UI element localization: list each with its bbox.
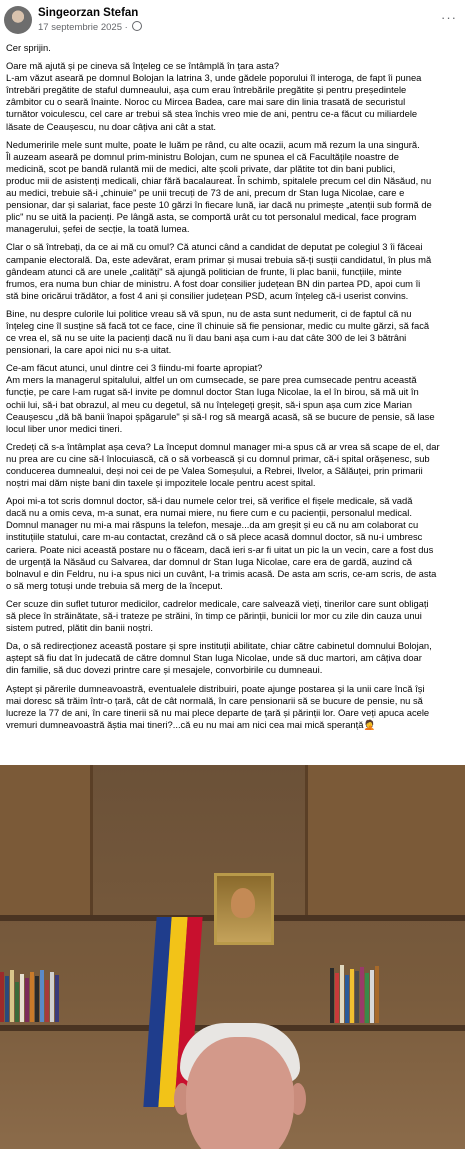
- post-line: Cer scuze din suflet tuturor medicilor, cadrelor medicale, care salvează vieți, tinerilor care sunt obligați: [6, 597, 429, 609]
- post-line: înțeleg cine îl susține să facă tot ce face, cine îl chinuie să fie pensionar, medic cu multe gărzi, să facă: [6, 319, 430, 331]
- post-line: Credeți că s-a întâmplat așa ceva? La început domnul manager mi-a spus că ar vrea să scape de el, dar: [6, 440, 440, 452]
- post-line: aștept să fiu dat în judecată de către domnul Stan Iuga Nicolae, unde să duc martori, am câțiva doar: [6, 652, 422, 664]
- post-paragraph: [6, 362, 461, 435]
- post-line: Da, o să redirecționez această postare și spre instituții abilitate, chiar către cabinetul domnului Bolojan,: [6, 640, 432, 652]
- icon-face: [231, 888, 255, 918]
- meta-separator: ·: [124, 22, 131, 33]
- post-header: [0, 0, 465, 40]
- post-line: lucreze la 77 de ani, în care tinerii să nu mai plece departe de țară și părinții lor. Oare veți apuca acele: [6, 706, 430, 718]
- post-line: gândeam atunci că are unele „calități" să ajungă politician de frunte, îi plac banii, funcțiile, minte: [6, 265, 402, 277]
- post-line: Ce-am făcut atunci, unul dintre cei 3 fiindu-mi foarte apropiat?: [6, 362, 263, 374]
- post-line: Bine, nu despre culorile lui politice vreau să vă spun, nu de asta sunt nedumerit, ci de faptul că nu: [6, 307, 412, 319]
- post-line: Am mers la managerul spitalului, altfel un om cumsecade, se pare prea cumsecade pentru această: [6, 374, 417, 386]
- post-paragraph: [6, 60, 461, 133]
- post-line: funcție, pe care l-am rugat să-l invite pe domnul doctor Stan Iuga Nicolae, la el în birou, să mă uit în: [6, 386, 419, 398]
- post-line: Ceaușescu „dă bă banii înapoi șpăgarule" și să-l rog să meargă acasă, să se bucure de pensie, să lase: [6, 410, 435, 422]
- post-line: întrebări pregătite de staful dumneaului, așa cum erau întrebările pregătite și pentru președintele: [6, 84, 407, 96]
- post-line: instituțiile statului, care m-au contactat, crezând că o să plece acasă domnul doctor, să nu-i umbresc: [6, 531, 423, 543]
- cabinet-right: [305, 765, 465, 915]
- post-line: stă bine oricărui trădător, a fost 4 ani și consilier județean PSD, acum înțeleg că-i userist convins.: [6, 289, 409, 301]
- speaker: [160, 1023, 320, 1149]
- post-line: nu prea are cu cine să-l înlocuiască, că o să vorbească și cu domnul primar, că-i spital orășenesc, sub: [6, 452, 430, 464]
- post-line: Îl auzeam aseară pe domnul prim-ministru Bolojan, cum ne spunea el că Facultățile noastre de: [6, 150, 399, 162]
- post-line: turnător voiculescu, cel care ar trebui să stea închis vreo mie de ani, pentru ce-a făcut cu miliardele: [6, 108, 418, 120]
- post-paragraph: [6, 308, 461, 356]
- post-line: Oare mă ajută și pe cineva să înțeleg ce se întâmplă în țara asta?: [6, 60, 280, 72]
- post-paragraph: [6, 640, 461, 676]
- post-line: o să merg totuși unde trebuia să merg de la început.: [6, 579, 223, 591]
- post-line: Nedumeririle mele sunt multe, poate le luăm pe rând, cu alte ocazii, acum mă rezum la una singură.: [6, 138, 420, 150]
- post-meta: [38, 21, 142, 34]
- post-line: de urgență la Năsăud cu Salvarea, dar domnul dr Stan Iuga Nicolae, care era de gardă, auzind că: [6, 555, 412, 567]
- post-line: pensionari, la care apoi nici nu s-a uitat.: [6, 344, 172, 356]
- post-paragraph: [6, 598, 461, 634]
- post-paragraph: [6, 139, 461, 236]
- post-paragraph: [6, 42, 461, 54]
- post-line: bolnavul e din Feldru, nu i-a spus nici un cuvânt, l-a trimis acasă. De asta am scris, ce-am scris, de asta: [6, 567, 437, 579]
- post-paragraph: [6, 441, 461, 489]
- post-line: din familie, să duc dovezi printre care și mesajele, convorbirile cu dumneaui.: [6, 664, 323, 676]
- speaker-face: [186, 1037, 294, 1149]
- religious-icon-frame: [214, 873, 274, 945]
- post-paragraph: [6, 241, 461, 301]
- post-line: Aștept și părerile dumneavoastră, eventualele distribuiri, poate ajunge postarea și la unii care încă își: [6, 682, 425, 694]
- author-name[interactable]: Singeorzan Stefan: [38, 7, 139, 19]
- post-line: mai doresc să trăim într-o țară, cât de cât normală, în care pensionarii să se bucure de pensie, nu să: [6, 694, 423, 706]
- post-video[interactable]: [0, 765, 465, 1149]
- post-line: ce vrea el, să nu se uite la pacienți dacă nu îi dau bani așa cum i-au dat câte 300 de lei 3 bătrâni: [6, 332, 407, 344]
- post-line: medicină, scot pe bandă rulantă mii de medici, alte școli private, dar plătite tot din bani publici,: [6, 162, 396, 174]
- globe-icon: [132, 21, 142, 31]
- post-line: plic" nu se uită la pacienți. Pe lângă asta, se comportă urât cu tot personalul medical, face program: [6, 211, 417, 223]
- post-line: vremuri dumneavoastră ăștia mai tineri?...că eu nu mai am nici cea mai mică speranță🤦: [6, 718, 376, 730]
- post-line: campanie electorală. Da, este adevărat, eram primar și musai trebuia să-ți susții candidatul, în plus mă: [6, 253, 432, 265]
- post-line: Cer sprijin.: [6, 42, 51, 53]
- post-paragraph: [6, 683, 461, 731]
- post-line: Apoi mi-a tot scris domnul doctor, să-i dau numele celor trei, să verifice el fișele medicale, să vadă: [6, 495, 413, 507]
- post-text: [6, 42, 461, 737]
- cabinet-left: [0, 765, 93, 915]
- post-date[interactable]: 17 septembrie 2025: [38, 22, 122, 33]
- post-line: produc mii de asistenți medicali, chiar fără bacalaureat. În schimb, spitalele precum cel din Năsăud, nu: [6, 174, 432, 186]
- post-line: managerului, șefei de secție, la toată lumea.: [6, 223, 190, 235]
- post-line: zâmbitor cu o seară înainte. Noroc cu Mircea Badea, care mai sare din linia trasată de securistul: [6, 96, 406, 108]
- post-line: pensionar, dar și salariat, face peste 10 gărzi în fiecare lună, iar dacă nu primește „atenții sub formă de: [6, 199, 432, 211]
- more-options-icon[interactable]: ···: [441, 10, 457, 25]
- post-line: sistem putred, plătit din banii noștri.: [6, 622, 153, 634]
- post-line: lăsate de Ceaușescu, nu doar câțiva ani cât a stat.: [6, 120, 217, 132]
- author-avatar[interactable]: [4, 6, 32, 34]
- post-line: conducerea dumnealui, deși noi cei de pe Valea Someșului, a Rebrei, Ilvelor, a Sălăuței, prin primarii: [6, 465, 423, 476]
- post-line: dacă nu a omis ceva, m-a sunat, era numai miere, nu fiere cum e cu pacienții, personalul medical.: [6, 507, 412, 519]
- books-left: [0, 970, 59, 1022]
- post-paragraph: [6, 495, 461, 592]
- post-line: cariera. Poate nici această postare nu o făceam, dacă ieri s-ar fi uitat un pic la un vecin, care a fost dus: [6, 543, 434, 555]
- post-line: să plece în străinătate, să-i trateze pe străini, în timp ce părinții, bunicii lor mor cu zile din cauza unui: [6, 610, 422, 622]
- post-line: Clar o să întrebați, da ce ai mă cu omul? Că atunci când a candidat de deputat pe colegiul 3 îi făceai: [6, 241, 423, 253]
- post-line: L-am văzut aseară pe domnul Bolojan la latrina 3, unde gădele poporului îl interoga, de fapt îi punea: [6, 72, 422, 84]
- post-line: ochii lui, să-i bat obrazul, al meu cu degetul, să nu înțelegeți greșit, să-i spun așa cum zice Marian: [6, 398, 412, 410]
- post-line: noștri mai dăm niște bani din taxele și impozitele locale pentru acest spital.: [6, 477, 316, 489]
- post-line: au medici, trebuie să-i „chinuie" pe unii trecuți de 73 de ani, precum dr Stan Iuga Nicolae, care e: [6, 187, 405, 199]
- post-line: frumos, era numa bun chiar de ministru. A fost doar consilier județean BN din partea PD, apoi cum îi: [6, 277, 421, 289]
- post-line: locul liber unor medici tineri.: [6, 422, 123, 434]
- books-right: [330, 965, 379, 1023]
- post-line: Domnul manager nu mi-a mai răspuns la telefon, mesaje...da am greșit și eu că nu am colaborat cu: [6, 519, 419, 531]
